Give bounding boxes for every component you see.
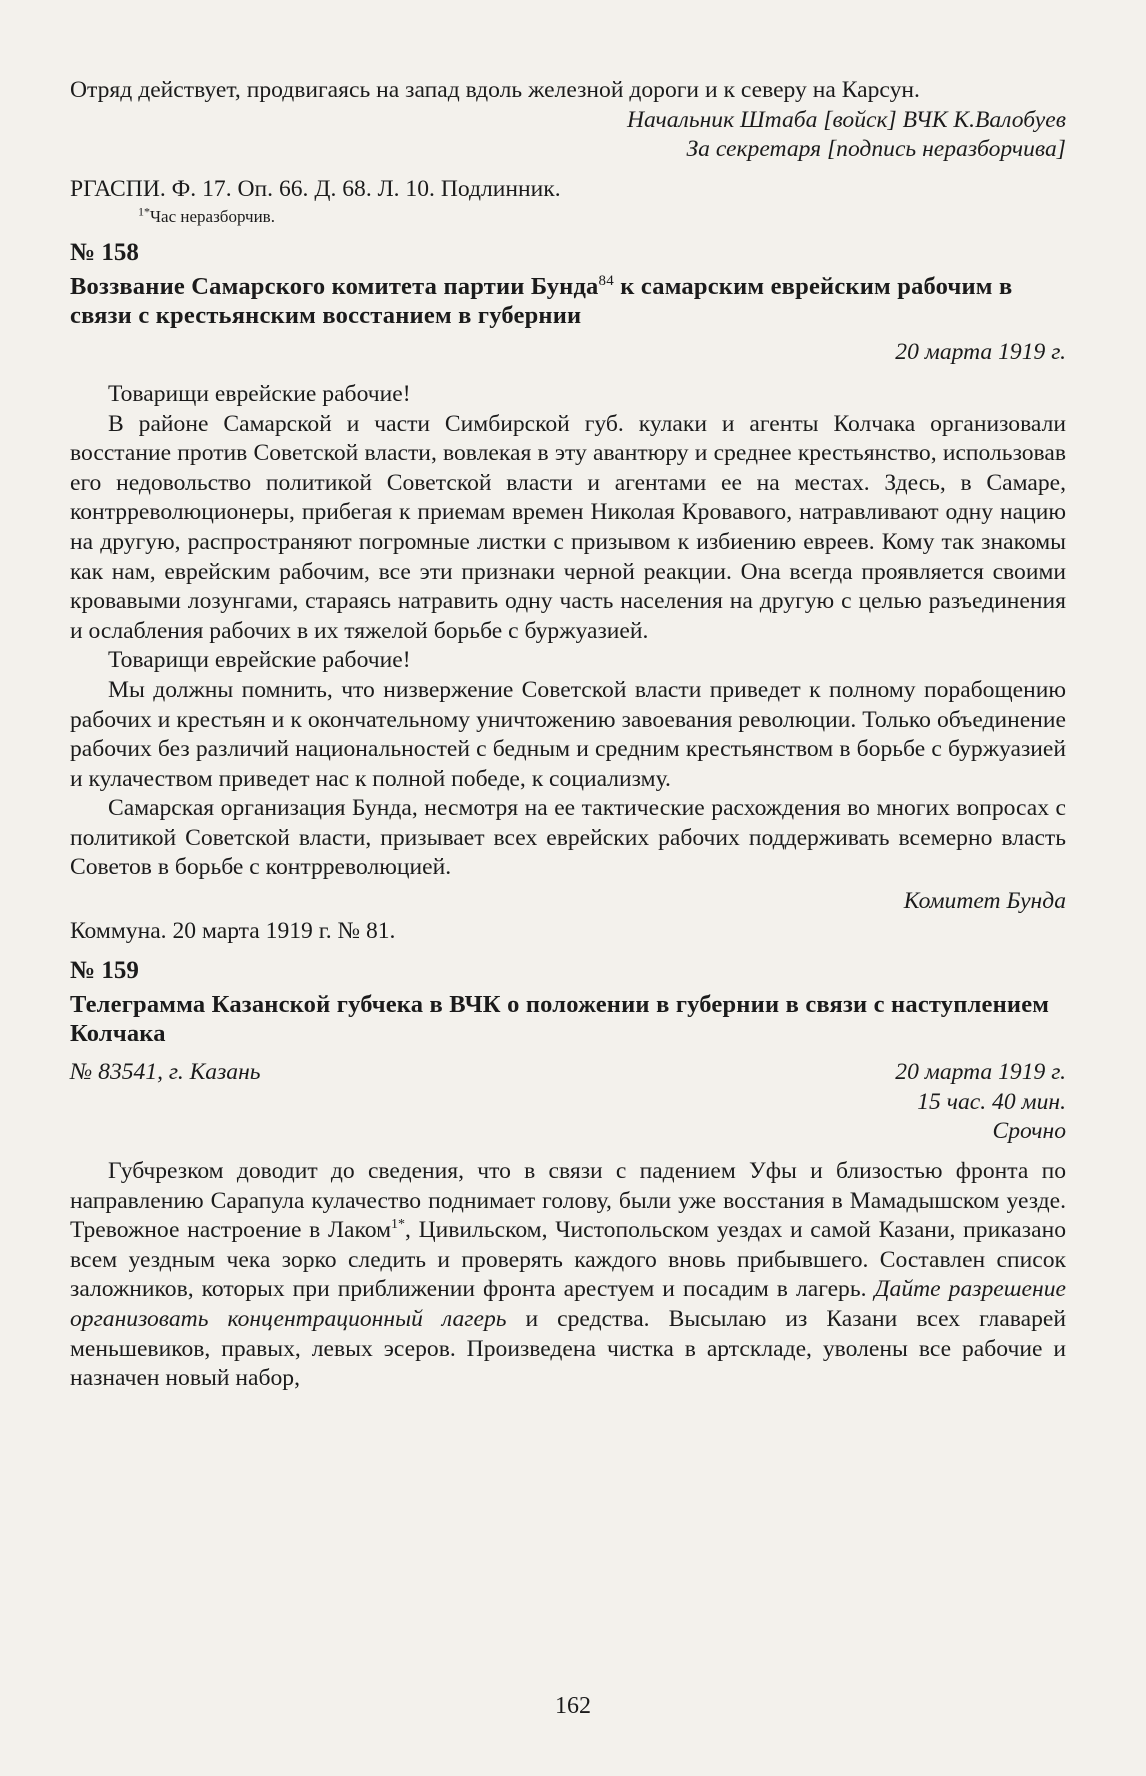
page-number: 162 (555, 1693, 591, 1719)
p159-footnote-ref: 1* (391, 1217, 406, 1233)
p159-text-a: Губчрезком доводит до сведения, что в связи с падением Уфы и близостью фронта по направлению Сарапула кулачество поднимает голову, были уже восстания в Мамадышском уезде. Тревожное настроение в Лаком (70, 1158, 1066, 1244)
publication-source-158: Коммуна. 20 марта 1919 г. № 81. (70, 917, 396, 944)
paragraph-158-4: Мы должны помнить, что низвержение Советской власти приведет к полному порабощению рабочих и крестьян и к окончательному уничтожению завоевания революции. Только объединение рабочих без различий национальностей с бедным и средним крестьянством в борьбе с буржуазией и кулачеством приведет нас к полной победе, к социализму. (70, 676, 1066, 792)
document-page (70, 76, 1066, 1394)
signature-bund-committee: Комитет Бунда (903, 888, 1066, 915)
p159-italic-request: Дайте разрешение организовать концентрационный лагерь (70, 1276, 1066, 1332)
telegram-urgency: Срочно (992, 1118, 1066, 1145)
continuation-text: Отряд действует, продвигаясь на запад вдоль железной дороги и к северу на Карсун. (70, 77, 920, 103)
paragraph-159-1 (70, 1157, 1066, 1394)
telegram-header (70, 1058, 1066, 1147)
document-number-158: № 158 (70, 239, 139, 267)
footnote-text: Час неразборчив. (150, 207, 275, 227)
telegram-registration: № 83541, г. Казань (70, 1059, 261, 1086)
p159-text-c: и средства. Высылаю из Казани всех главарей меньшевиков, правых, левых эсеров. Произведена чистка в артскладе, уволены все рабочие и назначен новый набор, (70, 1306, 1066, 1392)
telegram-time: 15 час. 40 мин. (917, 1088, 1066, 1115)
p159-text-b: , Цивильском, Чистопольском уездах и самой Казани, приказано всем уездным чека зорко следить и проверять каждого вновь прибывшего. Составлен список заложников, которых при приближении фронта арестуем и посадим в лагерь. (70, 1217, 1066, 1303)
footnote (138, 206, 1066, 228)
paragraph-158-3: Товарищи еврейские рабочие! (108, 647, 411, 674)
paragraph-158-2: В районе Самарской и части Симбирской губ. кулаки и агенты Колчака организовали восстание против Советской власти, вовлекая в эту авантюру и среднее крестьянство, использовав его недовольство политикой Советской власти и агентами ее на местах. Здесь, в Самаре, контрреволюционеры, прибегая к приемам времен Николая Кровавого, натравливают одну нацию на другую, распространяют погромные листки с призывом к избиению евреев. Кому так знакомы как нам, еврейским рабочим, все эти признаки черной реакции. Она всегда проявляется своими кровавыми лозунгами, стараясь натравить одну часть населения на другую с целью разъединения и ослабления рабочих в их тяжелой борьбе с буржуазией. (70, 410, 1066, 644)
document-date-158: 20 марта 1919 г. (895, 339, 1066, 366)
telegram-meta (895, 1058, 1066, 1147)
telegram-date: 20 марта 1919 г. (895, 1059, 1066, 1086)
signature-chief-of-staff: Начальник Штаба [войск] ВЧК К.Валобуев (626, 106, 1066, 133)
archive-source: РГАСПИ. Ф. 17. Оп. 66. Д. 68. Л. 10. Подлинник. (70, 175, 561, 202)
title-158-part1: Воззвание Самарского комитета партии Бунда (70, 273, 599, 301)
title-158-part2: к самарским еврейским рабочим в связи с крестьянским восстанием в губернии (70, 273, 1013, 330)
signature-secretary: За секретаря [подпись неразборчива] (686, 136, 1066, 163)
paragraph-158-1: Товарищи еврейские рабочие! (108, 380, 411, 407)
paragraph-158-5: Самарская организация Бунда, несмотря на ее тактические расхождения во многих вопросах с политикой Советской власти, призывает всех еврейских рабочих поддерживать всемерно власть Советов в борьбе с контрреволюцией. (70, 795, 1066, 881)
document-title-158 (70, 272, 1066, 330)
document-title-159: Телеграмма Казанской губчека в ВЧК о положении в губернии в связи с наступлением Колчака (70, 991, 1050, 1048)
title-158-footnote-ref: 84 (598, 273, 614, 290)
document-number-159: № 159 (70, 957, 139, 985)
footnote-mark: 1* (138, 204, 150, 219)
